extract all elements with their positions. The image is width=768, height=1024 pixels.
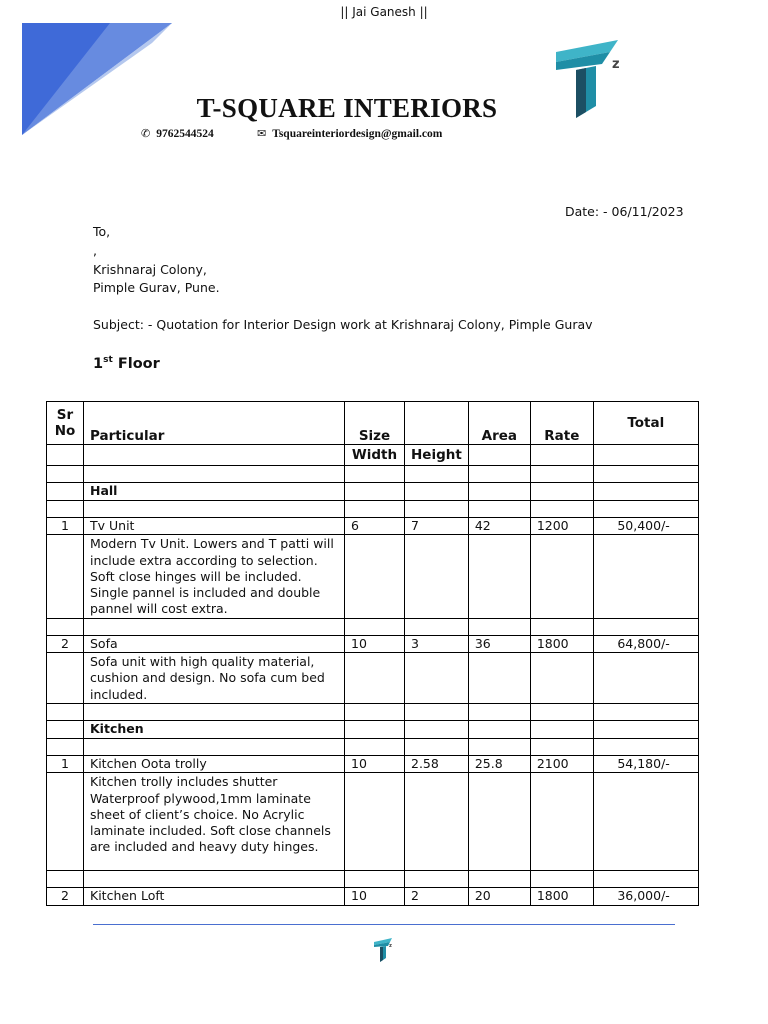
recipient-name-line: , xyxy=(93,242,97,258)
item-total: 50,400/- xyxy=(593,518,698,535)
table-row xyxy=(47,738,699,755)
table-row xyxy=(47,483,699,501)
item-description: Kitchen trolly includes shutter Waterproof plywood,1mm laminate sheet of client’s choice. No Acrylic laminate included. Soft close channels are included and heavy duty hinges. xyxy=(84,773,345,871)
quotation-table xyxy=(46,401,699,906)
table-row xyxy=(47,501,699,518)
item-total: 64,800/- xyxy=(593,635,698,652)
item-particular: Sofa xyxy=(84,635,345,652)
table-row xyxy=(47,618,699,635)
invocation-text: || Jai Ganesh || xyxy=(340,5,428,19)
svg-text:z: z xyxy=(612,57,620,72)
table-row: 1 Kitchen Oota trolly 10 2.58 25.8 2100 54,180/- xyxy=(47,755,699,772)
footer-divider xyxy=(93,924,675,925)
email-address: Tsquareinteriordesign@gmail.com xyxy=(272,128,443,140)
header-sr-no: Sr No xyxy=(47,402,84,445)
envelope-icon: ✉ xyxy=(257,128,267,140)
address-line-2: Pimple Gurav, Pune. xyxy=(93,280,220,296)
svg-text:z: z xyxy=(389,943,392,949)
table-row: 1 Tv Unit 6 7 42 1200 50,400/- xyxy=(47,518,699,535)
item-total: 36,000/- xyxy=(593,888,698,905)
item-description: Modern Tv Unit. Lowers and T patti will include extra according to selection. Soft close hinges will be included. Single pannel is included and double pannel will cost extra. xyxy=(84,535,345,618)
header-height: Height xyxy=(405,445,469,466)
table-row xyxy=(47,871,699,888)
table-row xyxy=(47,653,699,704)
t-square-small-logo-icon xyxy=(373,937,395,963)
header-blank xyxy=(405,402,469,445)
table-subheader-row xyxy=(47,445,699,466)
email-contact xyxy=(257,127,442,140)
floor-heading: 1st Floor xyxy=(93,355,160,372)
address-line-1: Krishnaraj Colony, xyxy=(93,261,207,277)
recipient-address xyxy=(93,223,220,298)
section-title: Hall xyxy=(84,483,345,501)
quotation-date: Date: - 06/11/2023 xyxy=(565,204,684,219)
item-particular: Kitchen Oota trolly xyxy=(84,755,345,772)
table-row xyxy=(47,535,699,618)
to-line: To, xyxy=(93,224,111,239)
phone-contact xyxy=(141,127,214,140)
table-row: 2 Sofa 10 3 36 1800 64,800/- xyxy=(47,635,699,652)
item-particular: Tv Unit xyxy=(84,518,345,535)
header-total: Total xyxy=(593,402,698,445)
header-size: Size xyxy=(345,402,405,445)
table-row xyxy=(47,466,699,483)
phone-number: 9762544524 xyxy=(156,128,214,140)
item-description: Sofa unit with high quality material, cushion and design. No sofa cum bed included. xyxy=(84,653,345,704)
header-rate: Rate xyxy=(530,402,593,445)
header-width: Width xyxy=(345,445,405,466)
subject-line: Subject: - Quotation for Interior Design work at Krishnaraj Colony, Pimple Gurav xyxy=(93,317,593,332)
item-particular: Kitchen Loft xyxy=(84,888,345,905)
table-row: 2 Kitchen Loft 10 2 20 1800 36,000/- xyxy=(47,888,699,905)
item-total: 54,180/- xyxy=(593,755,698,772)
table-row xyxy=(47,703,699,720)
company-name: T-SQUARE INTERIORS xyxy=(196,93,498,123)
phone-icon: ✆ xyxy=(141,128,151,140)
section-title: Kitchen xyxy=(84,720,345,738)
header-area: Area xyxy=(468,402,530,445)
table-row xyxy=(47,720,699,738)
table-header-row xyxy=(47,402,699,445)
table-row xyxy=(47,773,699,871)
header-particular: Particular xyxy=(84,402,345,445)
